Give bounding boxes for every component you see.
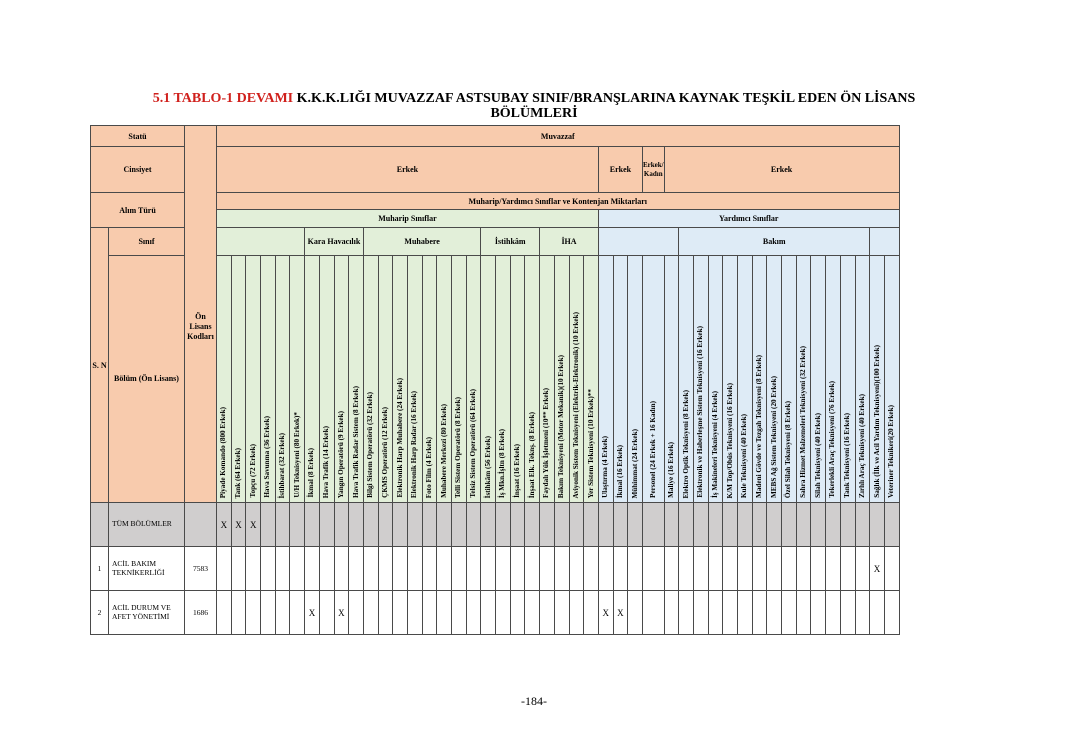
row-cell: [628, 591, 643, 635]
row-cell: [782, 547, 797, 591]
row-cell: [855, 503, 870, 547]
column-header-label: Piyade Komando (800 Erkek): [219, 406, 228, 498]
page-title: [0, 91, 1068, 121]
yardimci-header: Yardımcı Sınıflar: [598, 210, 899, 228]
row-cell: [855, 547, 870, 591]
row-cell: [569, 591, 584, 635]
cinsiyet-erkek-1: Erkek: [217, 147, 599, 193]
row-cell: [767, 547, 782, 591]
column-header-label: Foto Film (4 Erkek): [424, 436, 433, 498]
row-cell: [679, 591, 694, 635]
row-kod: [185, 503, 217, 547]
row-cell: [598, 503, 613, 547]
istihkam-header: İstihkâm: [481, 228, 540, 256]
column-header-23: [554, 256, 569, 503]
column-header-label: Hava Savunma (36 Erkek): [263, 416, 272, 498]
column-header-label: Yer Sistem Teknisyeni (10 Erkek)**: [586, 388, 595, 498]
row-cell: [723, 591, 738, 635]
row-mark: X: [613, 591, 628, 635]
column-header-label: Tekerlekli Araç Teknisyeni (76 Erkek): [828, 381, 837, 498]
bolum-label: Bölüm (Ön Lisans): [109, 256, 185, 503]
row-cell: [290, 503, 305, 547]
row-cell: [738, 591, 753, 635]
row-cell: [752, 547, 767, 591]
row-cell: [393, 547, 408, 591]
column-header-label: Mühimmat (24 Erkek): [630, 428, 639, 498]
row-cell: [275, 503, 290, 547]
row-cell: [319, 547, 334, 591]
row-kod: 7583: [185, 547, 217, 591]
column-header-label: K/M Top/Obüs Teknisyeni (16 Erkek): [725, 382, 734, 498]
row-cell: [290, 547, 305, 591]
row-cell: [217, 591, 232, 635]
column-header-45: [884, 256, 899, 503]
column-header-label: Zırhlı Araç Teknisyeni (40 Erkek): [857, 394, 866, 498]
column-header-6: [305, 256, 320, 503]
column-header-label: Ulaştırma (4 Erkek): [601, 436, 610, 498]
row-cell: [708, 503, 723, 547]
row-cell: [481, 591, 496, 635]
title-text: K.K.K.LIĞI MUVAZZAF ASTSUBAY SINIF/BRANŞLARINA KAYNAK TEŞKİL EDEN ÖN LİSANS: [296, 91, 916, 106]
row-mark: X: [217, 503, 232, 547]
row-cell: [642, 591, 664, 635]
column-header-7: [319, 256, 334, 503]
row-cell: [767, 503, 782, 547]
column-header-34: [723, 256, 738, 503]
row-cell: [826, 503, 841, 547]
row-cell: [422, 591, 437, 635]
row-cell: [664, 591, 679, 635]
column-header-label: Veteriner Teknikeri(20 Erkek): [887, 404, 896, 498]
row-cell: [246, 591, 261, 635]
row-cell: [628, 503, 643, 547]
row-cell: [884, 547, 899, 591]
column-header-21: [525, 256, 540, 503]
column-header-label: İş Mkn.İşltn (8 Erkek): [498, 428, 507, 498]
row-cell: [752, 503, 767, 547]
row-cell: [407, 547, 422, 591]
muhabere-header: Muhabere: [363, 228, 481, 256]
column-header-label: ÇKMS Operatörü (12 Erkek): [380, 407, 389, 498]
row-cell: [525, 591, 540, 635]
row-cell: [246, 547, 261, 591]
column-header-19: [496, 256, 511, 503]
column-header-label: Tank (64 Erkek): [234, 447, 243, 498]
row-cell: [334, 547, 349, 591]
column-header-30: [664, 256, 679, 503]
row-cell: [584, 547, 599, 591]
column-header-label: İkmal (16 Erkek): [615, 444, 624, 498]
bakim-header: Bakım: [679, 228, 870, 256]
row-cell: [407, 591, 422, 635]
row-cell: [319, 591, 334, 635]
row-cell: [349, 547, 364, 591]
column-header-label: İnşaat (16 Erkek): [513, 444, 522, 498]
column-header-12: [393, 256, 408, 503]
column-header-5: [290, 256, 305, 503]
row-cell: [466, 503, 481, 547]
row-cell: [407, 503, 422, 547]
row-cell: [796, 503, 811, 547]
row-cell: [261, 591, 276, 635]
alim-turu-label: Alım Türü: [91, 193, 185, 228]
column-header-44: [870, 256, 885, 503]
column-header-label: Elektronik ve Haberleşme Sistem Teknisyeni (16 Erkek): [696, 326, 705, 498]
column-header-0: [217, 256, 232, 503]
row-cell: [752, 591, 767, 635]
row-cell: [540, 591, 555, 635]
row-bolum: ACİL DURUM VE AFET YÖNETİMİ: [109, 591, 185, 635]
row-cell: [870, 503, 885, 547]
row-cell: [452, 591, 467, 635]
row-cell: [290, 591, 305, 635]
row-cell: [525, 547, 540, 591]
row-cell: [613, 503, 628, 547]
row-cell: [363, 503, 378, 547]
column-header-10: [363, 256, 378, 503]
row-cell: [767, 591, 782, 635]
column-header-label: Muhabere Merkezi (80 Erkek): [439, 404, 448, 498]
branch-table: [90, 125, 900, 635]
column-header-17: [466, 256, 481, 503]
row-cell: [554, 591, 569, 635]
row-cell: [708, 591, 723, 635]
row-cell: [708, 547, 723, 591]
cinsiyet-label: Cinsiyet: [91, 147, 185, 193]
row-cell: [510, 547, 525, 591]
row-cell: [231, 547, 246, 591]
column-header-8: [334, 256, 349, 503]
column-header-42: [840, 256, 855, 503]
column-header-label: Sağlık (İlk ve Acil Yardım Teknisyeni)(100 Erkek): [872, 345, 881, 498]
row-cell: [510, 591, 525, 635]
row-cell: [811, 591, 826, 635]
row-cell: [782, 591, 797, 635]
column-header-label: Maliye (16 Erkek): [666, 442, 675, 498]
column-header-label: İnşaat Elk. Teknş. (8 Erkek): [527, 411, 536, 498]
column-header-label: İstihbarat (32 Erkek): [278, 432, 287, 498]
column-header-label: Elektronik Harp Muhabere (24 Erkek): [395, 378, 404, 498]
kod-header-top: Ön Lisans Kodları: [185, 126, 217, 503]
column-header-label: U/H Teknisyeni (80 Erkek)*: [292, 412, 301, 498]
row-mark: X: [334, 591, 349, 635]
row-cell: [481, 547, 496, 591]
row-cell: [569, 547, 584, 591]
statu-label: Statü: [91, 126, 185, 147]
column-header-20: [510, 256, 525, 503]
column-header-label: Elektronik Harp Radar (16 Erkek): [410, 390, 419, 498]
row-kod: 1686: [185, 591, 217, 635]
column-header-25: [584, 256, 599, 503]
column-header-label: Faydalı Yük İşletmeni (10** Erkek): [542, 388, 551, 498]
row-cell: [437, 503, 452, 547]
row-cell: [796, 547, 811, 591]
column-header-36: [752, 256, 767, 503]
title-prefix: 5.1 TABLO-1 DEVAMI: [152, 91, 294, 106]
row-cell: [275, 591, 290, 635]
row-cell: [554, 503, 569, 547]
sn-label: S. N: [91, 228, 109, 503]
column-header-37: [767, 256, 782, 503]
column-header-35: [738, 256, 753, 503]
row-sn: 1: [91, 547, 109, 591]
row-mark: X: [870, 547, 885, 591]
row-cell: [261, 547, 276, 591]
row-cell: [811, 503, 826, 547]
column-header-38: [782, 256, 797, 503]
row-cell: [393, 591, 408, 635]
column-header-label: Tank Teknisyeni (16 Erkek): [843, 412, 852, 498]
row-cell: [693, 591, 708, 635]
row-cell: [884, 591, 899, 635]
column-header-1: [231, 256, 246, 503]
column-header-40: [811, 256, 826, 503]
column-header-label: Yangın Operatörü (9 Erkek): [336, 410, 345, 498]
muvazzaf-header: Muvazzaf: [217, 126, 900, 147]
row-cell: [840, 591, 855, 635]
row-cell: [840, 503, 855, 547]
row-cell: [378, 547, 393, 591]
row-cell: [466, 591, 481, 635]
row-cell: [378, 591, 393, 635]
row-cell: [884, 503, 899, 547]
cinsiyet-erkek-3: Erkek: [664, 147, 899, 193]
title-line2: BÖLÜMLERİ: [490, 106, 578, 121]
column-header-33: [708, 256, 723, 503]
group-empty-1: [217, 228, 305, 256]
column-header-label: İkmal (8 Erkek): [307, 448, 316, 498]
column-header-label: Bilgi Sistem Operatörü (32 Erkek): [366, 392, 375, 498]
column-header-label: Topçu (72 Erkek): [248, 444, 257, 498]
row-cell: [437, 547, 452, 591]
table-row: [91, 591, 900, 635]
row-mark: X: [246, 503, 261, 547]
row-mark: X: [305, 591, 320, 635]
column-header-32: [693, 256, 708, 503]
row-cell: [334, 503, 349, 547]
row-bolum: TÜM BÖLÜMLER: [109, 503, 185, 547]
group-empty-2: [598, 228, 678, 256]
row-cell: [554, 547, 569, 591]
row-cell: [466, 547, 481, 591]
column-header-label: Madeni Gövde ve Tezgah Teknisyeni (8 Erkek): [755, 355, 764, 498]
page-number: -184-: [521, 694, 547, 708]
row-cell: [510, 503, 525, 547]
row-sn: [91, 503, 109, 547]
row-cell: [378, 503, 393, 547]
row-cell: [679, 503, 694, 547]
group-empty-3: [870, 228, 899, 256]
column-header-15: [437, 256, 452, 503]
row-cell: [305, 547, 320, 591]
row-cell: [584, 503, 599, 547]
column-header-label: Elektro Optik Teknisyeni (8 Erkek): [681, 389, 690, 498]
row-cell: [723, 503, 738, 547]
table-row: [91, 547, 900, 591]
column-header-31: [679, 256, 694, 503]
row-cell: [628, 547, 643, 591]
column-header-13: [407, 256, 422, 503]
column-header-24: [569, 256, 584, 503]
column-header-label: Hava Trafik Radar Sistem (8 Erkek): [351, 385, 360, 498]
row-cell: [870, 591, 885, 635]
row-cell: [496, 591, 511, 635]
column-header-label: Personel (24 Erkek + 16 Kadın): [648, 401, 657, 498]
row-cell: [723, 547, 738, 591]
row-cell: [782, 503, 797, 547]
row-cell: [525, 503, 540, 547]
kara-havacilik-header: Kara Havacılık: [305, 228, 364, 256]
muharip-header: Muharip Sınıflar: [217, 210, 599, 228]
row-cell: [452, 503, 467, 547]
row-cell: [261, 503, 276, 547]
column-header-2: [246, 256, 261, 503]
column-header-11: [378, 256, 393, 503]
column-header-28: [628, 256, 643, 503]
column-header-label: Bakım Teknisyeni (Motor Mekanik)(10 Erkek): [557, 354, 566, 498]
row-cell: [738, 547, 753, 591]
row-cell: [679, 547, 694, 591]
column-header-label: Silah Teknisyeni (40 Erkek): [813, 413, 822, 498]
row-cell: [642, 547, 664, 591]
row-cell: [642, 503, 664, 547]
row-cell: [217, 547, 232, 591]
row-cell: [826, 547, 841, 591]
column-header-label: İstihkâm (56 Erkek): [483, 435, 492, 498]
row-cell: [275, 547, 290, 591]
column-header-16: [452, 256, 467, 503]
row-cell: [840, 547, 855, 591]
row-cell: [664, 547, 679, 591]
iha-header: İHA: [540, 228, 599, 256]
row-bolum: ACİL BAKIM TEKNİKERLİĞİ: [109, 547, 185, 591]
sinif-label: Sınıf: [109, 228, 185, 256]
cinsiyet-erkek-kadin: Erkek/ Kadın: [642, 147, 664, 193]
column-header-27: [613, 256, 628, 503]
row-cell: [393, 503, 408, 547]
row-cell: [664, 503, 679, 547]
column-header-39: [796, 256, 811, 503]
column-header-29: [642, 256, 664, 503]
row-cell: [496, 503, 511, 547]
column-header-label: İş Makineleri Teknisyeni (4 Erkek): [710, 390, 719, 498]
muharip-yardimci-header: Muharip/Yardımcı Sınıflar ve Kontenjan Miktarları: [217, 193, 900, 210]
column-header-label: Kule Teknisyeni (40 Erkek): [740, 413, 749, 498]
column-header-14: [422, 256, 437, 503]
cinsiyet-erkek-2: Erkek: [598, 147, 642, 193]
row-cell: [826, 591, 841, 635]
column-header-9: [349, 256, 364, 503]
row-cell: [855, 591, 870, 635]
row-cell: [693, 503, 708, 547]
column-header-label: MEBS Ağ Sistem Teknisyeni (20 Erkek): [769, 375, 778, 498]
row-cell: [349, 591, 364, 635]
row-cell: [231, 591, 246, 635]
column-header-label: Aviyonik Sistem Teknisyeni (Elektrik-Elektronik) (10 Erkek): [571, 311, 580, 498]
row-cell: [693, 547, 708, 591]
row-cell: [437, 591, 452, 635]
column-header-43: [855, 256, 870, 503]
column-header-label: Hava Trafik (14 Erkek): [322, 425, 331, 498]
row-cell: [422, 503, 437, 547]
table-row: [91, 503, 900, 547]
row-cell: [613, 547, 628, 591]
row-cell: [811, 547, 826, 591]
column-header-label: Telsiz Sistem Operatörü (64 Erkek): [469, 389, 478, 498]
row-cell: [349, 503, 364, 547]
column-header-label: Telli Sistem Operatörü (8 Erkek): [454, 396, 463, 498]
row-cell: [422, 547, 437, 591]
row-cell: [738, 503, 753, 547]
row-mark: X: [231, 503, 246, 547]
column-header-label: Özel Silah Teknisyeni (8 Erkek): [784, 400, 793, 498]
row-cell: [540, 547, 555, 591]
column-header-18: [481, 256, 496, 503]
column-header-4: [275, 256, 290, 503]
row-cell: [496, 547, 511, 591]
row-cell: [363, 591, 378, 635]
column-header-22: [540, 256, 555, 503]
row-cell: [452, 547, 467, 591]
row-cell: [363, 547, 378, 591]
row-cell: [305, 503, 320, 547]
row-sn: 2: [91, 591, 109, 635]
column-header-41: [826, 256, 841, 503]
row-mark: X: [598, 591, 613, 635]
column-header-26: [598, 256, 613, 503]
column-header-label: Sahra Hizmet Malzemeleri Teknisyeni (32 Erkek): [799, 346, 808, 498]
row-cell: [540, 503, 555, 547]
row-cell: [796, 591, 811, 635]
column-header-3: [261, 256, 276, 503]
row-cell: [319, 503, 334, 547]
row-cell: [598, 547, 613, 591]
row-cell: [481, 503, 496, 547]
row-cell: [569, 503, 584, 547]
row-cell: [584, 591, 599, 635]
